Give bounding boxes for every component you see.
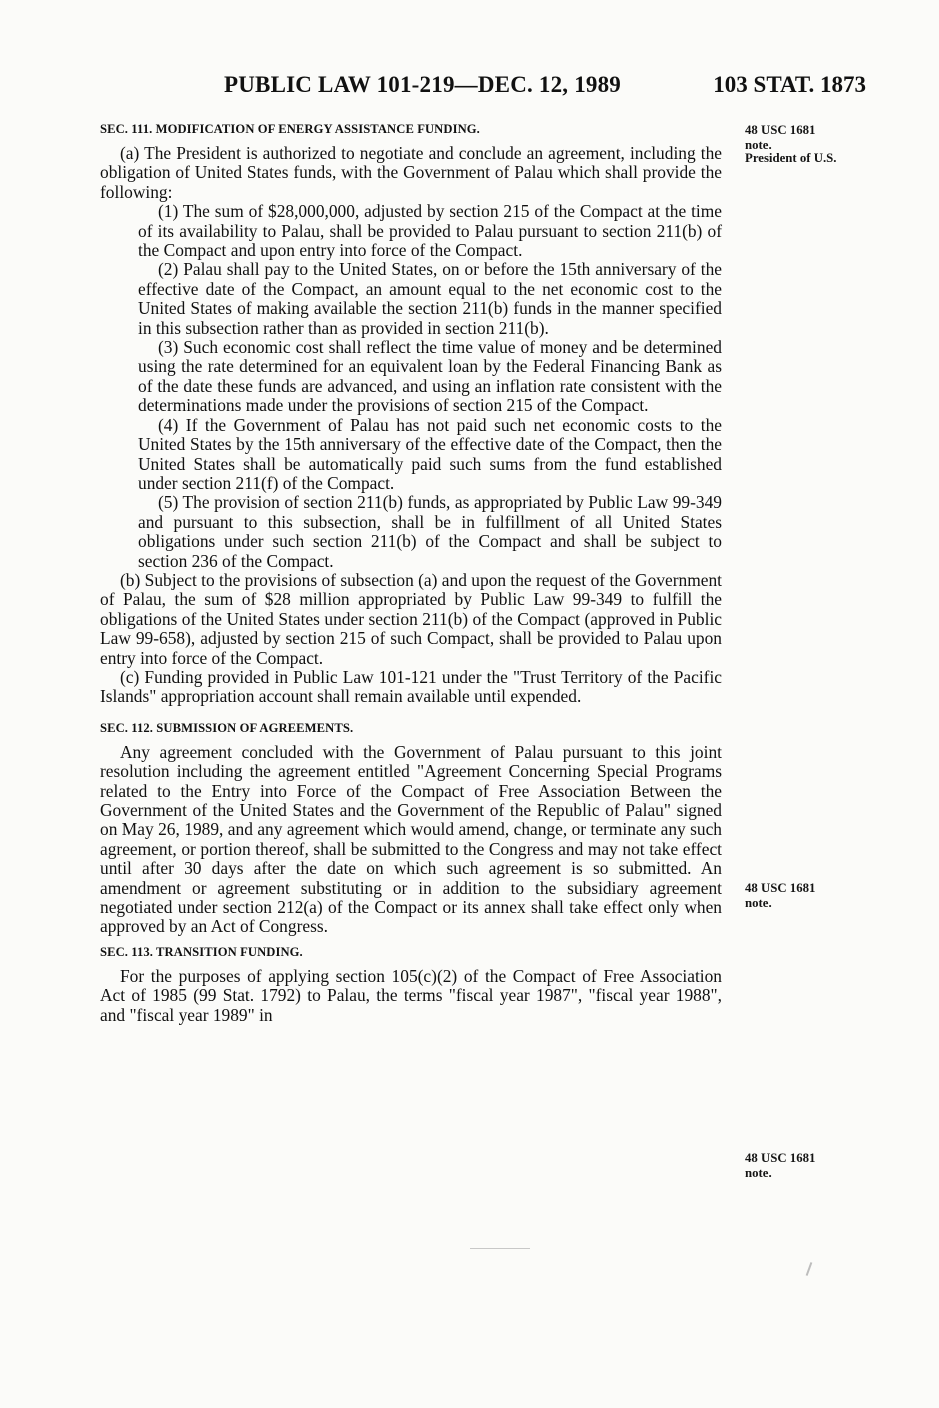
usc-note: note. <box>745 138 772 152</box>
stray-mark <box>806 1262 813 1276</box>
margin-note-sec112 <box>745 882 815 910</box>
subsection-c: (c) Funding provided in Public Law 101-121 under the "Trust Territory of the Pacific Islands" appropriation account shall remain available until expended. <box>100 666 722 707</box>
section-heading-111: SEC. 111. MODIFICATION OF ENERGY ASSISTANCE FUNDING. <box>100 122 480 136</box>
running-head <box>96 72 866 106</box>
page-divider <box>470 1248 530 1249</box>
paragraph-1: (1) The sum of $28,000,000, adjusted by section 215 of the Compact at the time of its availability to Palau, shall be provided to Palau pursuant to section 211(b) of the Compact and upon entry into force of the Compact. <box>138 201 722 261</box>
president-note: President of U.S. <box>745 151 837 165</box>
usc-citation: 48 USC 1681 <box>745 123 816 137</box>
usc-citation: 48 USC 1681 <box>745 1151 816 1165</box>
paragraph-4: (4) If the Government of Palau has not paid such net economic costs to the United States by the 15th anniversary of the effective date of the Compact, then the United States shall be automatically paid such sums from the fund established under section 211(f) of the Compact. <box>138 414 722 493</box>
section-112-text: Any agreement concluded with the Government of Palau pursuant to this joint resolution including the agreement entitled "Agreement Concerning Special Programs related to the Entry into Force of the Compact of Free Association Between the Government of the United States and the Government of the Republic of Palau" signed on May 26, 1989, and any agreement which would amend, change, or terminate any such agreement, or portion thereof, shall be submitted to the Congress and may not take effect until after 30 days after the date on which such agreement is so submitted. An amendment or agreement substituting or in addition to the subsidiary agreement negotiated under section 212(a) of the Compact or its annex shall take effect only when approved by an Act of Congress. <box>100 741 722 937</box>
paragraph-5: (5) The provision of section 211(b) funds, as appropriated by Public Law 99-349 and pursuant to this subsection, shall be in fulfillment of all United States obligations under such section 211(b) of the Compact and shall be subject to section 236 of the Compact. <box>138 492 722 571</box>
section-heading-112: SEC. 112. SUBMISSION OF AGREEMENTS. <box>100 720 354 735</box>
usc-note: note. <box>745 896 772 910</box>
section-113-text: For the purposes of applying section 105(c)(2) of the Compact of Free Association Act of 1985 (99 Stat. 1792) to Palau, the terms "fiscal year 1987", "fiscal year 1988", and "fiscal year 1989" in <box>100 965 722 1025</box>
paragraph-3: (3) Such economic cost shall reflect the time value of money and be determined using the rate determined for an equivalent loan by the Federal Financing Bank as of the date these funds are advanced, and using an inflation rate consistent with the determinations made under the provisions of section 215 of the Compact. <box>138 337 722 416</box>
usc-citation: 48 USC 1681 <box>745 881 816 895</box>
public-law-title: PUBLIC LAW 101-219—DEC. 12, 1989 <box>224 72 622 97</box>
stat-page-number: 103 STAT. 1873 <box>713 72 866 97</box>
margin-note-sec113 <box>745 1152 815 1180</box>
margin-note-sec111 <box>745 124 836 165</box>
paragraph-2: (2) Palau shall pay to the United States, on or before the 15th anniversary of the effective date of the Compact, an amount equal to the net economic cost to the United States of making available the section 211(b) funds in the manner specified in this subsection rather than as provided in section 211(b). <box>138 259 722 338</box>
subsection-a: (a) The President is authorized to negotiate and conclude an agreement, including the obligation of United States funds, with the Government of Palau which shall provide the following: <box>100 143 722 202</box>
statute-body <box>100 120 722 1025</box>
subsection-b: (b) Subject to the provisions of subsection (a) and upon the request of the Government of Palau, the sum of $28 million appropriated by Public Law 99-349 to fulfill the obligations of the United States under section 211(b) of the Compact (approved in Public Law 99-658), adjusted by section 215 of such Compact, shall be provided to Palau upon entry into force of the Compact. <box>100 569 722 668</box>
usc-note: note. <box>745 1166 772 1180</box>
section-heading-113: SEC. 113. TRANSITION FUNDING. <box>100 944 303 959</box>
